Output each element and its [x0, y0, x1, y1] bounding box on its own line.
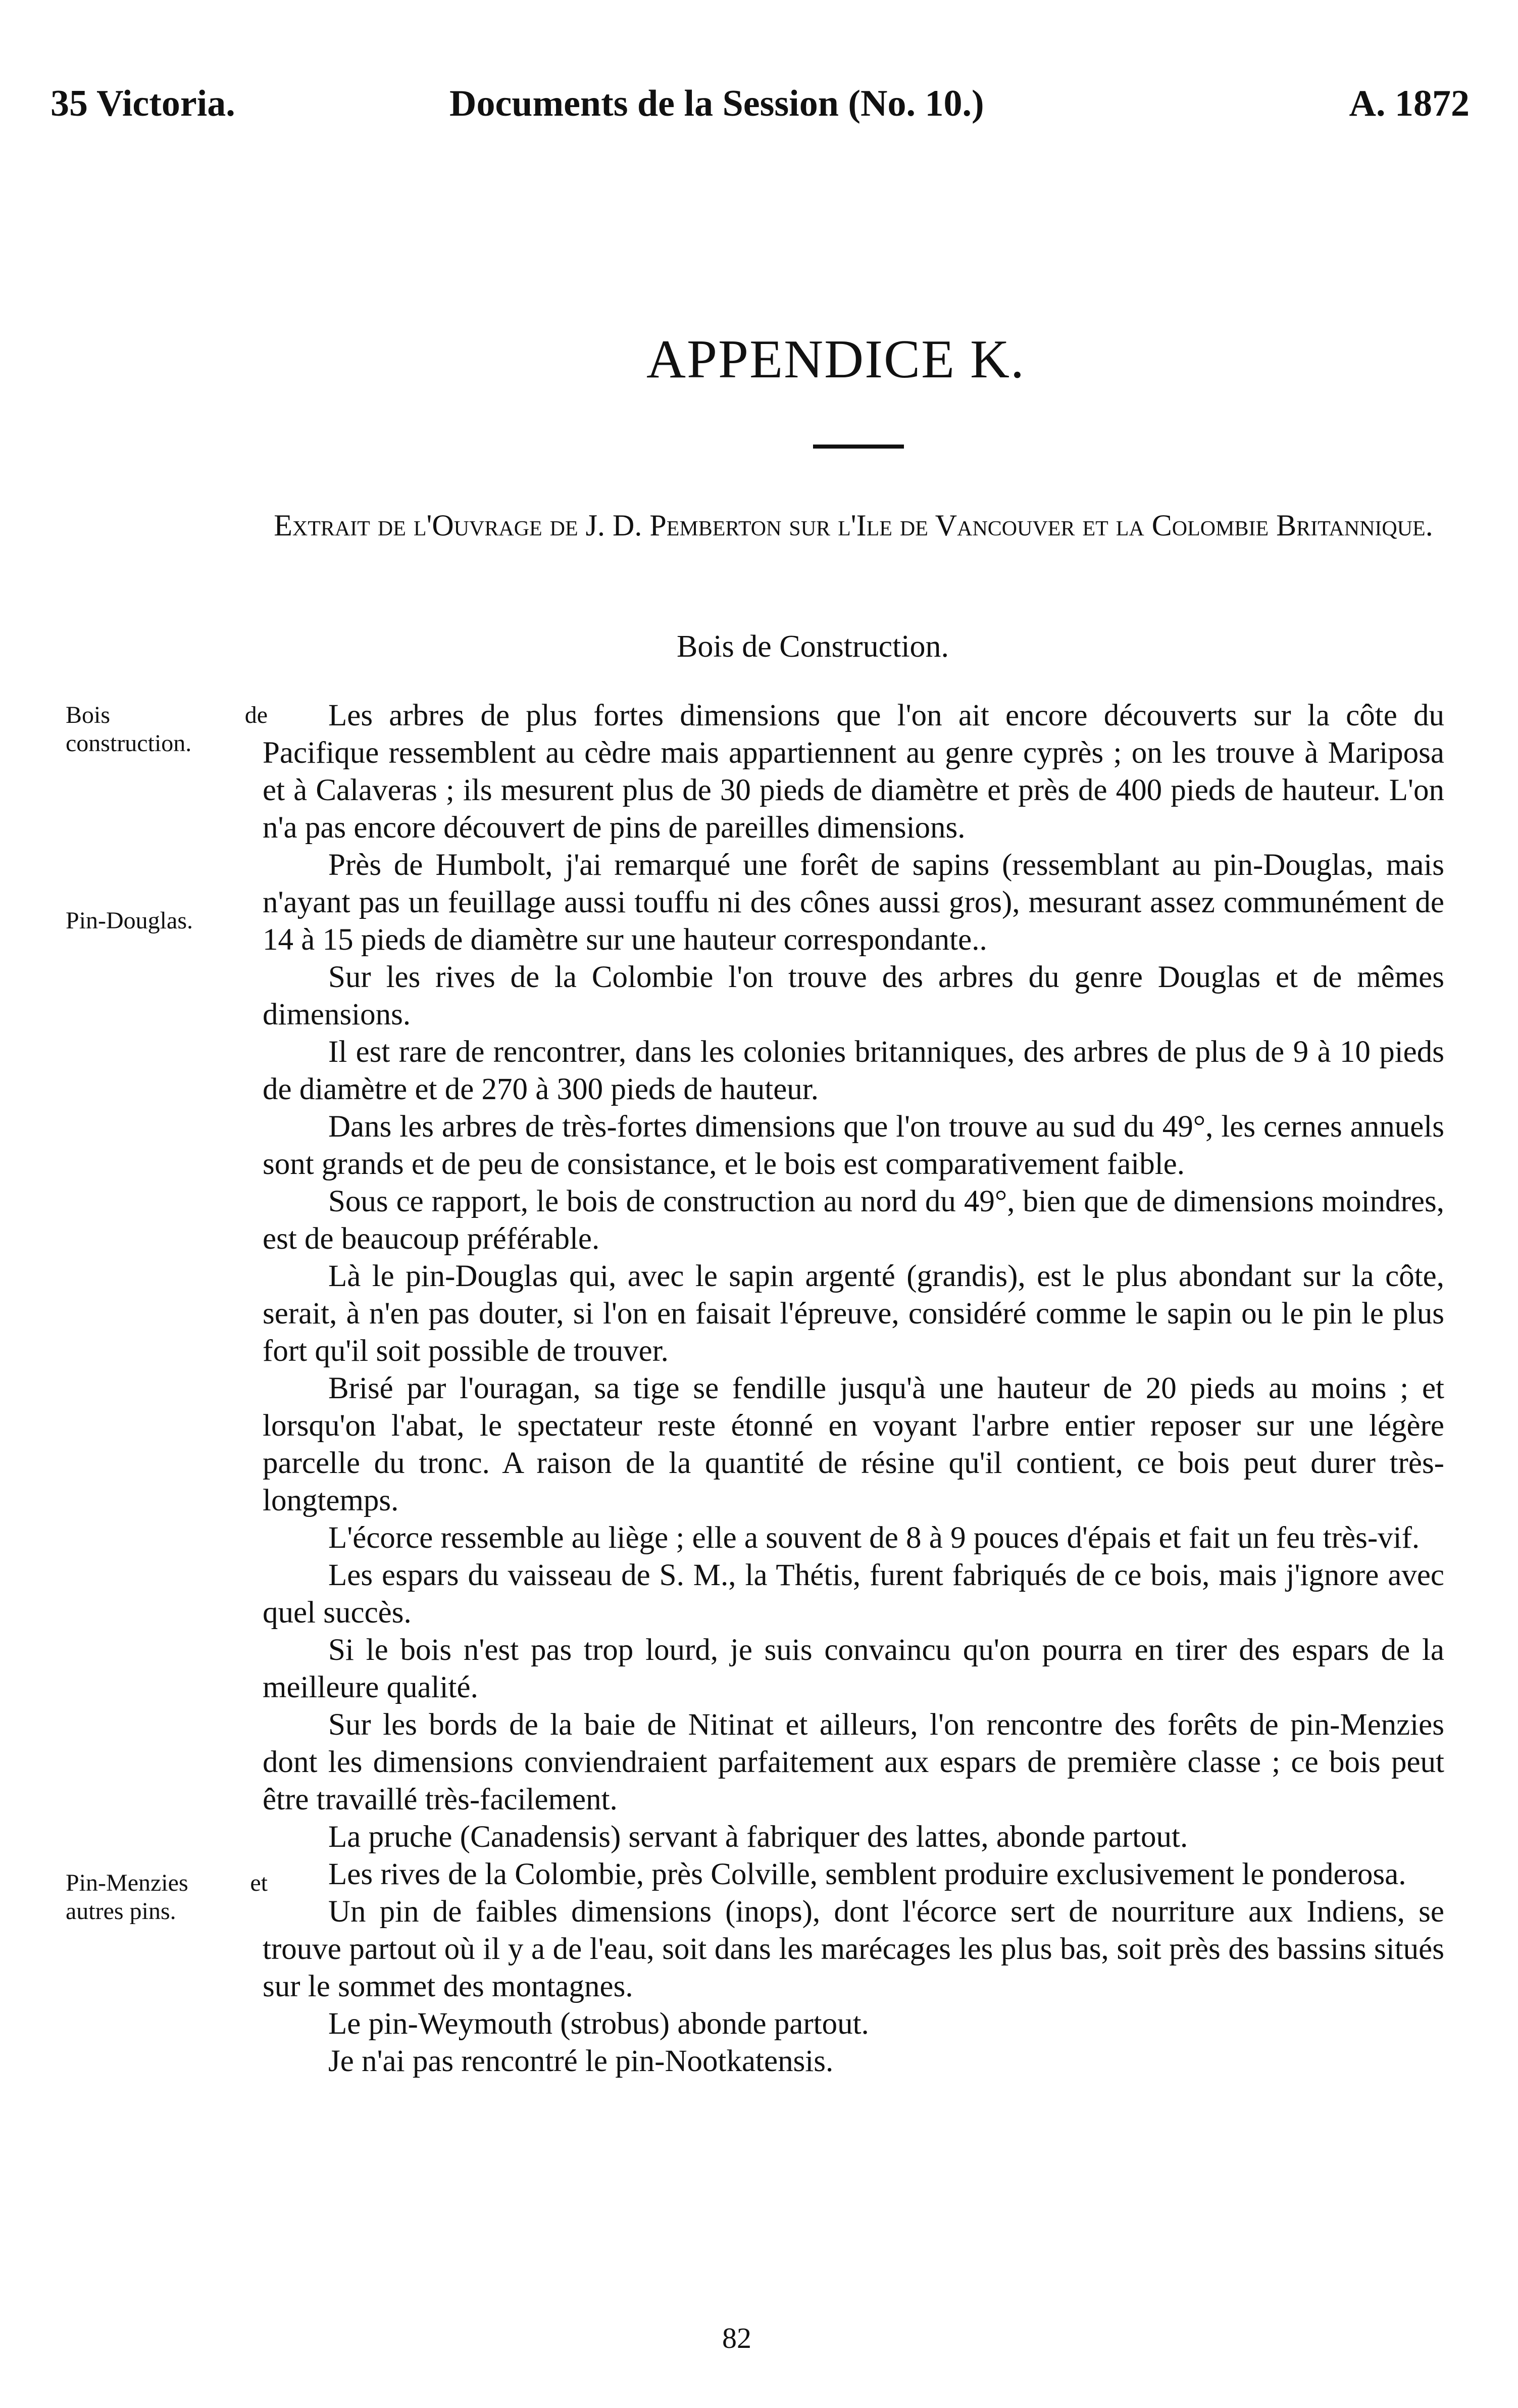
- paragraph: La pruche (Canadensis) servant à fabriquer des lattes, abonde partout.: [328, 1820, 1188, 1854]
- header-session: Documents de la Session (No. 10.): [449, 83, 984, 124]
- margin-note-pin-menzies: Pin-Menzies et autres pins.: [66, 1870, 268, 1925]
- paragraph: L'écorce ressemble au liège ; elle a souvent de 8 à 9 pouces d'épais et fait un feu très-vif.: [328, 1521, 1420, 1555]
- paragraph: Le pin-Weymouth (strobus) abonde partout.: [328, 2007, 869, 2041]
- header-volume: 35 Victoria.: [50, 83, 235, 124]
- paragraph: Les arbres de plus fortes dimensions que l'on ait encore découverts sur la côte du Pacifique ressemblent au cèdre mais appartiennent au genre cyprès ; on les trouve à Mariposa et à Calaveras ; ils mesurent plus de 30 pieds de diamètre et près de 400 pieds de hauteur. L'on n'a pas encore découvert de pins de pareilles dimensions.: [263, 699, 1444, 845]
- paragraph: Un pin de faibles dimensions (inops), dont l'écorce sert de nourriture aux Indiens, se trouve partout où il y a de l'eau, soit dans les marécages les plus bas, soit près des bassins situés sur le sommet des montagnes.: [263, 1895, 1444, 2003]
- paragraph: Près de Humbolt, j'ai remarqué une forêt de sapins (ressemblant au pin-Douglas, mais n'ayant pas un feuillage aussi touffu ni des cônes aussi gros), mesurant assez communément de 14 à 15 pieds de diamètre sur une hauteur correspondante..: [263, 848, 1444, 957]
- margin-note-pin-douglas: Pin-Douglas.: [66, 907, 193, 934]
- page-number: 82: [722, 2322, 751, 2354]
- paragraph: Si le bois n'est pas trop lourd, je suis convaincu qu'on pourra en tirer des espars de la meilleure qualité.: [263, 1633, 1444, 1704]
- paragraph: Sur les bords de la baie de Nitinat et ailleurs, l'on rencontre des forêts de pin-Menzies dont les dimensions conviendraient parfaitement aux espars de première classe ; ce bois peut être travaillé très-facilement.: [263, 1708, 1444, 1816]
- paragraph: Il est rare de rencontrer, dans les colonies britanniques, des arbres de plus de 9 à 10 pieds de diamètre et de 270 à 300 pieds de hauteur.: [263, 1035, 1444, 1106]
- paragraph: Les rives de la Colombie, près Colville, semblent produire exclusivement le ponderosa.: [328, 1857, 1406, 1891]
- paragraph: Brisé par l'ouragan, sa tige se fendille jusqu'à une hauteur de 20 pieds au moins ; et lorsqu'on l'abat, le spectateur reste étonné en voyant l'arbre entier reposer sur une légère parcelle du tronc. A raison de la quantité de résine qu'il contient, ce bois peut durer très-longtemps.: [263, 1371, 1444, 1517]
- paragraph: Sous ce rapport, le bois de construction au nord du 49°, bien que de dimensions moindres, est de beaucoup préférable.: [263, 1185, 1444, 1256]
- paragraph: Je n'ai pas rencontré le pin-Nootkatensis.: [328, 2044, 834, 2078]
- paragraph: Sur les rives de la Colombie l'on trouve des arbres du genre Douglas et de mêmes dimensions.: [263, 960, 1444, 1031]
- paragraph: Les espars du vaisseau de S. M., la Thétis, furent fabriqués de ce bois, mais j'ignore avec quel succès.: [263, 1558, 1444, 1630]
- title-divider: [813, 445, 904, 449]
- section-heading: Bois de Construction.: [677, 629, 949, 664]
- paragraph: Là le pin-Douglas qui, avec le sapin argenté (grandis), est le plus abondant sur la côte, serait, à n'en pas douter, si l'on en faisait l'épreuve, considéré comme le sapin ou le pin le plus fort qu'il soit possible de trouver.: [263, 1259, 1444, 1368]
- appendix-title: APPENDICE K.: [646, 329, 1026, 389]
- margin-note-bois: Bois de construction.: [66, 702, 268, 757]
- header-year: A. 1872: [1349, 83, 1470, 124]
- body-text: [263, 697, 1444, 2080]
- extract-subtitle: Extrait de l'Ouvrage de J. D. Pemberton sur l'Ile de Vancouver et la Colombie Britannique.: [274, 509, 1433, 542]
- paragraph: Dans les arbres de très-fortes dimensions que l'on trouve au sud du 49°, les cernes annuels sont grands et de peu de consistance, et le bois est comparativement faible.: [263, 1110, 1444, 1181]
- running-header: [50, 76, 1470, 131]
